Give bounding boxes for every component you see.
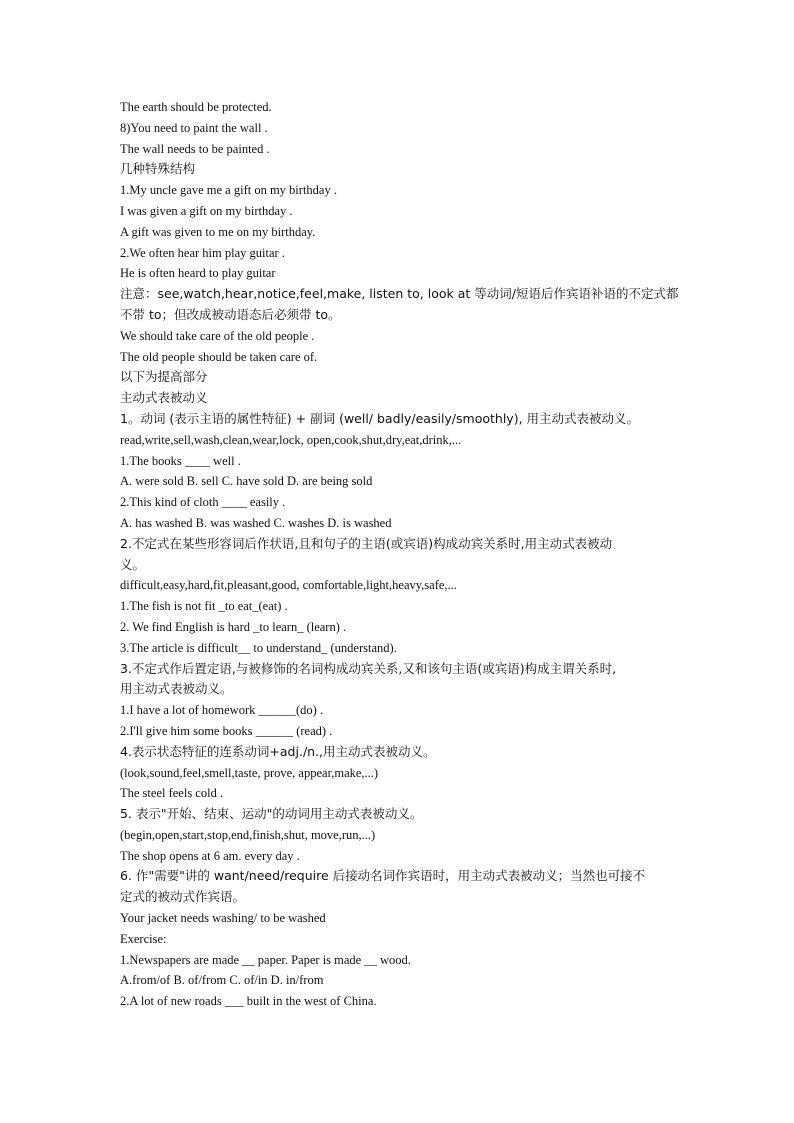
text-line: The earth should be protected. xyxy=(120,100,272,114)
example-line: 1.The fish is not fit _to eat_(eat) . xyxy=(120,599,288,614)
text-line: I was given a gift on my birthday . xyxy=(120,203,293,218)
text-line: The wall needs to be painted . xyxy=(120,141,270,156)
rule-line: 5. 表示"开始、结束、运动"的动词用主动式表被动义。 xyxy=(120,806,423,822)
options-line: A. were sold B. sell C. have sold D. are being sold xyxy=(120,474,373,489)
text-line: We should take care of the old people . xyxy=(120,328,315,343)
question-line: 2.This kind of cloth ____ easily . xyxy=(120,495,286,510)
options-line: A.from/of B. of/from C. of/in D. in/from xyxy=(120,973,324,988)
note-line: 不带 to；但改成被动语态后必须带 to。 xyxy=(120,306,341,322)
text-line: (begin,open,start,stop,end,finish,shut, move,run,...) xyxy=(120,827,376,842)
text-line: 1.My uncle gave me a gift on my birthday . xyxy=(120,183,337,198)
section-heading: 主动式表被动义 xyxy=(120,390,208,406)
rule-line: 3.不定式作后置定语,与被修饰的名词构成动宾关系,又和该句主语(或宾语)构成主谓关系时, xyxy=(120,660,617,676)
rule-line: 2.不定式在某些形容词后作状语,且和句子的主语(或宾语)构成动宾关系时,用主动式表被动 xyxy=(120,535,613,551)
text-line: He is often heard to play guitar xyxy=(120,266,276,281)
example-line: The shop opens at 6 am. every day . xyxy=(120,848,300,863)
question-line: 1.Newspapers are made __ paper. Paper is made __ wood. xyxy=(120,952,411,967)
example-line: Your jacket needs washing/ to be washed xyxy=(120,911,326,926)
question-line: 2.A lot of new roads ___ built in the west of China. xyxy=(120,994,377,1009)
text-line: 2.We often hear him play guitar . xyxy=(120,245,285,260)
question-line: 1.The books ____ well . xyxy=(120,453,241,468)
rule-line: 定式的被动式作宾语。 xyxy=(120,889,246,905)
example-line: 3.The article is difficult__ to understand_ (understand). xyxy=(120,640,397,655)
example-line: 2. We find English is hard _to learn_ (learn) . xyxy=(120,619,347,634)
section-heading: 几种特殊结构 xyxy=(120,161,196,177)
exercise-heading: Exercise: xyxy=(120,931,167,946)
text-line: read,write,sell,wash,clean,wear,lock, open,cook,shut,dry,eat,drink,... xyxy=(120,432,462,447)
text-line: A gift was given to me on my birthday. xyxy=(120,224,316,239)
example-line: 1.I have a lot of homework ______(do) . xyxy=(120,703,324,718)
rule-line: 4.表示状态特征的连系动词+adj./n.,用主动式表被动义。 xyxy=(120,743,436,759)
rule-line: 6. 作"需要"讲的 want/need/require 后接动名词作宾语时，用主动式表被动义；当然也可接不 xyxy=(120,868,646,884)
example-line: 2.I'll give him some books ______ (read) . xyxy=(120,723,333,738)
rule-line: 1。动词 (表示主语的属性特征) + 副词 (well/ badly/easily/smoothly), 用主动式表被动义。 xyxy=(120,410,640,426)
options-line: A. has washed B. was washed C. washes D. is washed xyxy=(120,515,392,530)
text-line: (look,sound,feel,smell,taste, prove, appear,make,...) xyxy=(120,765,379,780)
text-line: The old people should be taken care of. xyxy=(120,349,318,364)
text-line: 8)You need to paint the wall . xyxy=(120,120,268,135)
example-line: The steel feels cold . xyxy=(120,786,224,801)
document-body xyxy=(120,97,682,1012)
rule-line: 用主动式表被动义。 xyxy=(120,681,233,697)
note-line: 注意：see,watch,hear,notice,feel,make, listen to, look at 等动词/短语后作宾语补语的不定式都 xyxy=(120,286,679,302)
text-line: difficult,easy,hard,fit,pleasant,good, comfortable,light,heavy,safe,... xyxy=(120,578,457,593)
section-heading: 以下为提高部分 xyxy=(120,369,208,385)
rule-line: 义。 xyxy=(120,556,146,572)
